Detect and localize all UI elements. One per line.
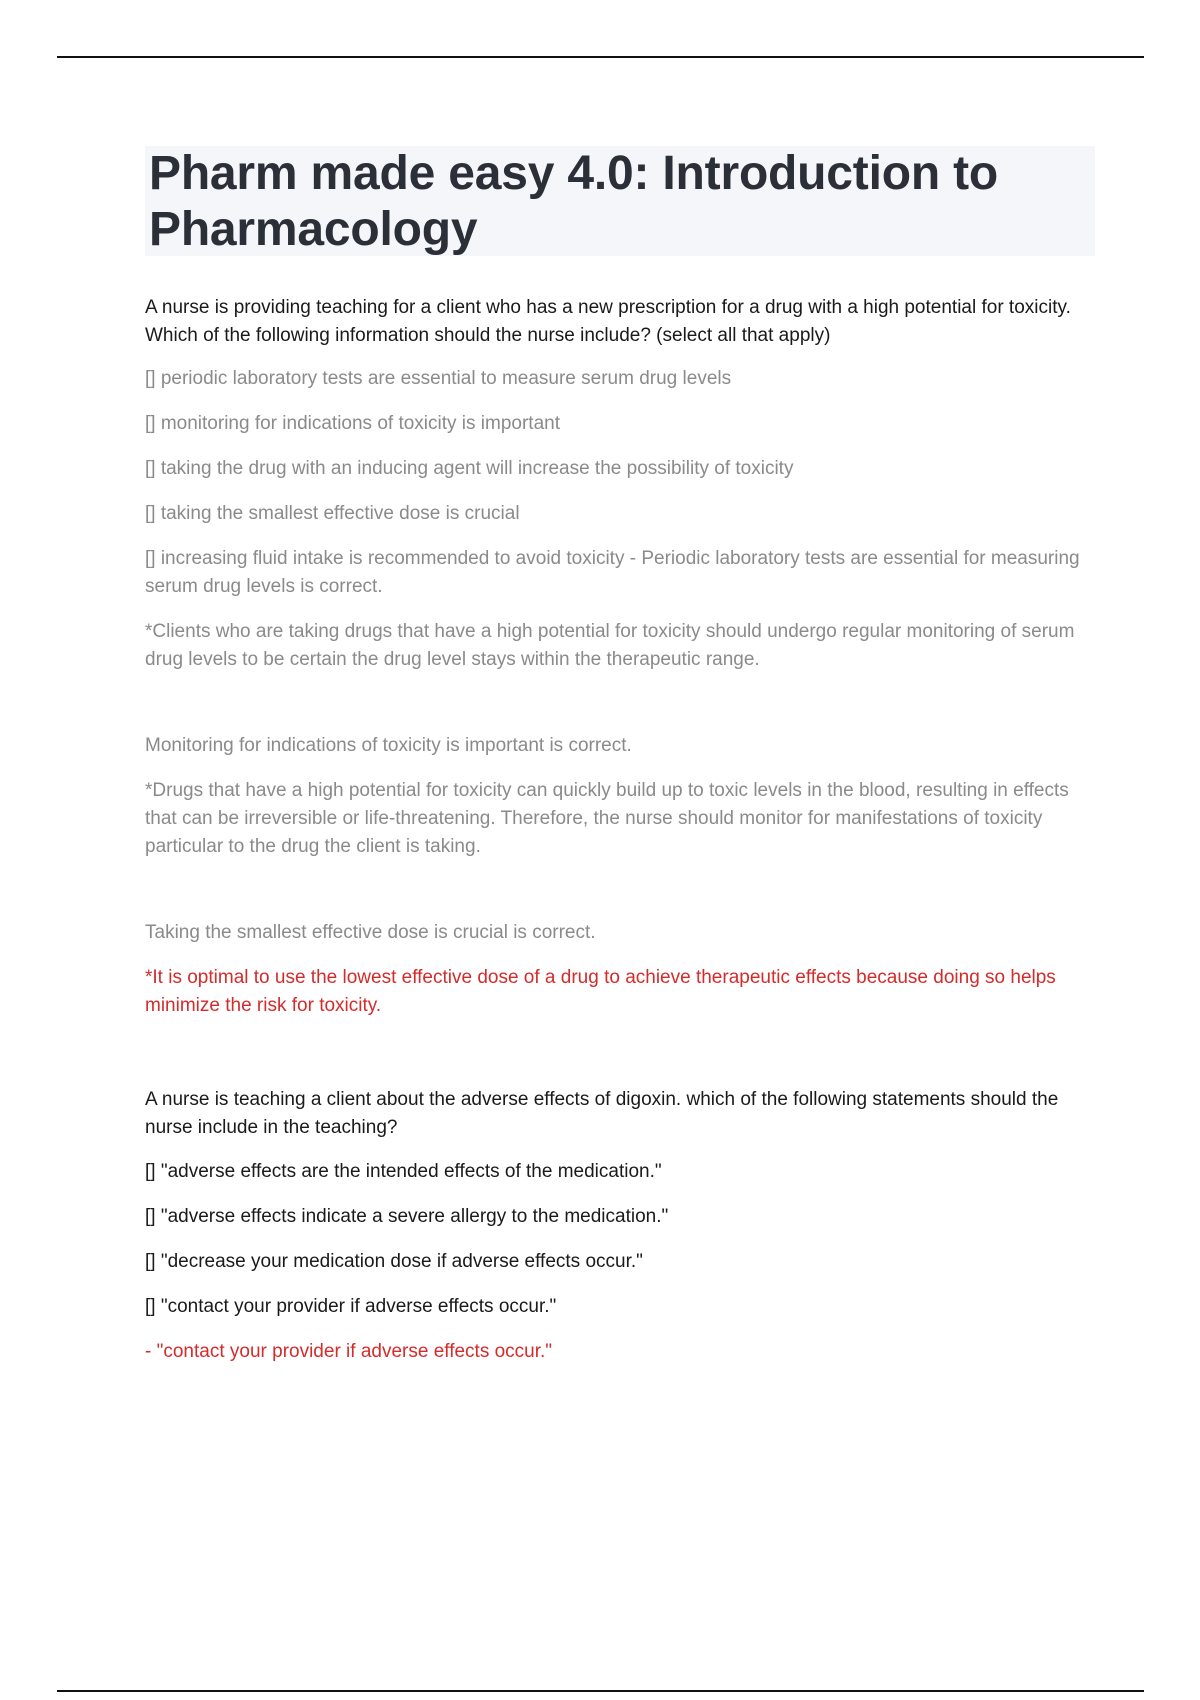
option-item: [] periodic laboratory tests are essential to measure serum drug levels — [145, 368, 732, 389]
correct-answer-3: Taking the smallest effective dose is crucial is correct. — [145, 922, 596, 943]
question-1-options — [145, 365, 1095, 601]
question-2-prompt: A nurse is teaching a client about the adverse effects of digoxin. which of the following statements should the nurse include in the teaching? — [145, 1089, 1059, 1138]
option-item: [] "decrease your medication dose if adverse effects occur." — [145, 1251, 643, 1272]
option-item: [] increasing fluid intake is recommended to avoid toxicity - Periodic laboratory tests are essential for measuring serum drug levels is correct. — [145, 548, 1080, 597]
question-2 — [145, 1086, 1095, 1366]
document-body — [145, 146, 1095, 1366]
question-2-answer: - "contact your provider if adverse effects occur." — [145, 1341, 553, 1362]
option-item: [] "adverse effects indicate a severe allergy to the medication." — [145, 1206, 669, 1227]
option-item: [] "adverse effects are the intended effects of the medication." — [145, 1161, 662, 1182]
title-block — [145, 146, 1095, 256]
top-rule — [57, 56, 1144, 58]
option-item: [] taking the smallest effective dose is crucial — [145, 503, 520, 524]
bottom-rule — [57, 1690, 1144, 1692]
question-1-prompt: A nurse is providing teaching for a client who has a new prescription for a drug with a high potential for toxicity. Which of the following information should the nurse include? (select all that apply) — [145, 297, 1071, 346]
spacer — [145, 674, 1095, 732]
spacer — [145, 861, 1095, 919]
correct-answer-2: Monitoring for indications of toxicity is important is correct. — [145, 735, 632, 756]
explanation-2: *Drugs that have a high potential for toxicity can quickly build up to toxic levels in the blood, resulting in effects that can be irreversible or life-threatening. Therefore, the nurse should monitor for manifestations of toxicity particular to the drug the client is taking. — [145, 780, 1069, 857]
explanation-3: *It is optimal to use the lowest effective dose of a drug to achieve therapeutic effects because doing so helps minimize the risk for toxicity. — [145, 967, 1056, 1016]
option-item: [] taking the drug with an inducing agent will increase the possibility of toxicity — [145, 458, 794, 479]
page-title: Pharm made easy 4.0: Introduction to Pharmacology — [149, 147, 998, 256]
option-item: [] monitoring for indications of toxicity is important — [145, 413, 561, 434]
explanation-1: *Clients who are taking drugs that have a high potential for toxicity should undergo regular monitoring of serum drug levels to be certain the drug level stays within the therapeutic range. — [145, 621, 1075, 670]
question-2-options — [145, 1158, 1095, 1321]
option-item: [] "contact your provider if adverse effects occur." — [145, 1296, 557, 1317]
question-1 — [145, 294, 1095, 1020]
